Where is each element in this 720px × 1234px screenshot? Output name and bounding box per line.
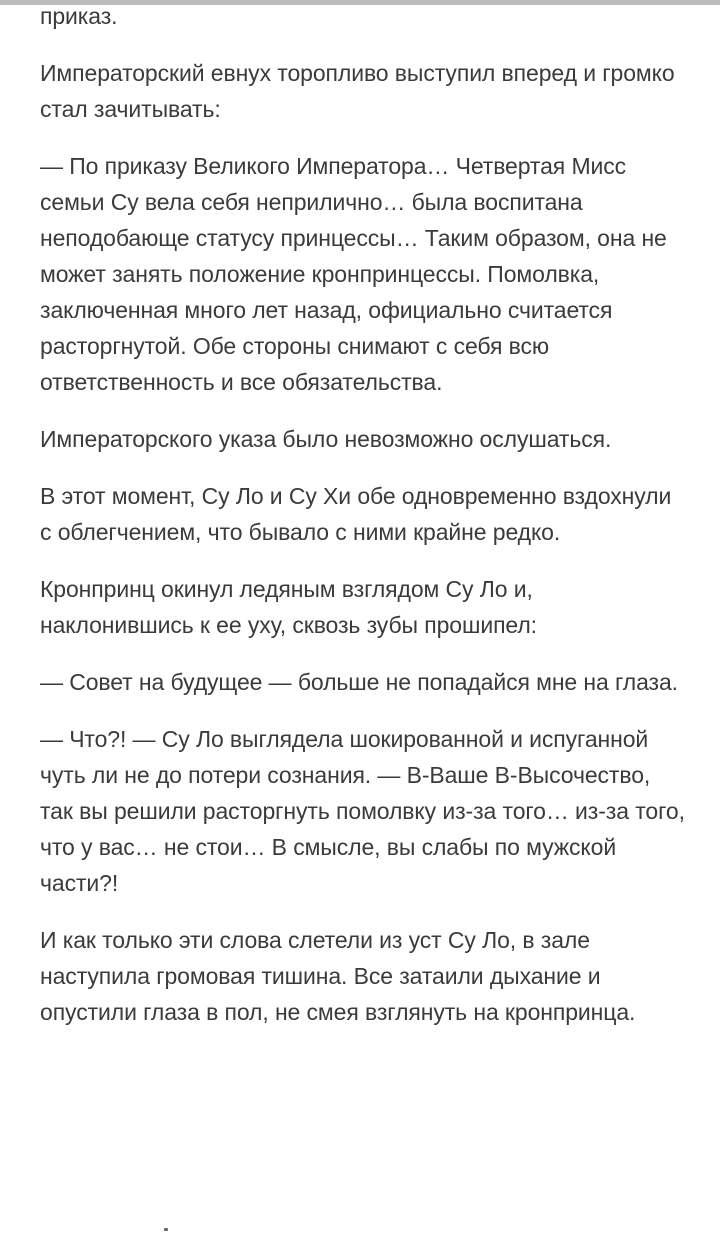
paragraph: В этот момент, Су Ло и Су Хи обе одновременно вздохнули с облегчением, что бывало с ними крайне редко.: [40, 483, 672, 545]
paragraph: Кронпринц окинул ледяным взглядом Су Ло и, наклонившись к ее уху, сквозь зубы прошипел:: [40, 576, 537, 638]
paragraph: Императорский евнух торопливо выступил вперед и громко стал зачитывать:: [40, 60, 675, 122]
next-line-fragment: [164, 1228, 168, 1231]
paragraph: И как только эти слова слетели из уст Су Ло, в зале наступила громовая тишина. Все затаили дыхание и опустили глаза в пол, не смея взглянуть на кронпринца.: [40, 927, 636, 1025]
paragraph: — По приказу Великого Императора… Четвертая Мисс семьи Су вела себя неприлично… была воспитана неподобающе статусу принцессы… Таким образом, она не может занять положение кронпринцессы. Помолвка, заключенная много лет назад, официально считается расторгнутой. Обе стороны снимают с себя всю ответственность и все обязательства.: [40, 153, 667, 395]
paragraph: Императорского указа было невозможно ослушаться.: [40, 426, 612, 452]
paragraph: — Совет на будущее — больше не попадайся мне на глаза.: [40, 669, 678, 695]
reading-text[interactable]: [40, 0, 685, 1051]
paragraph: приказ.: [40, 3, 118, 29]
paragraph: — Что?! — Су Ло выглядела шокированной и испуганной чуть ли не до потери сознания. — В-Ваше В-Высочество, так вы решили расторгнуть помолвку из-за того… из-за того, что у вас… не стои… В смысле, вы слабы по мужской части?!: [40, 726, 685, 896]
